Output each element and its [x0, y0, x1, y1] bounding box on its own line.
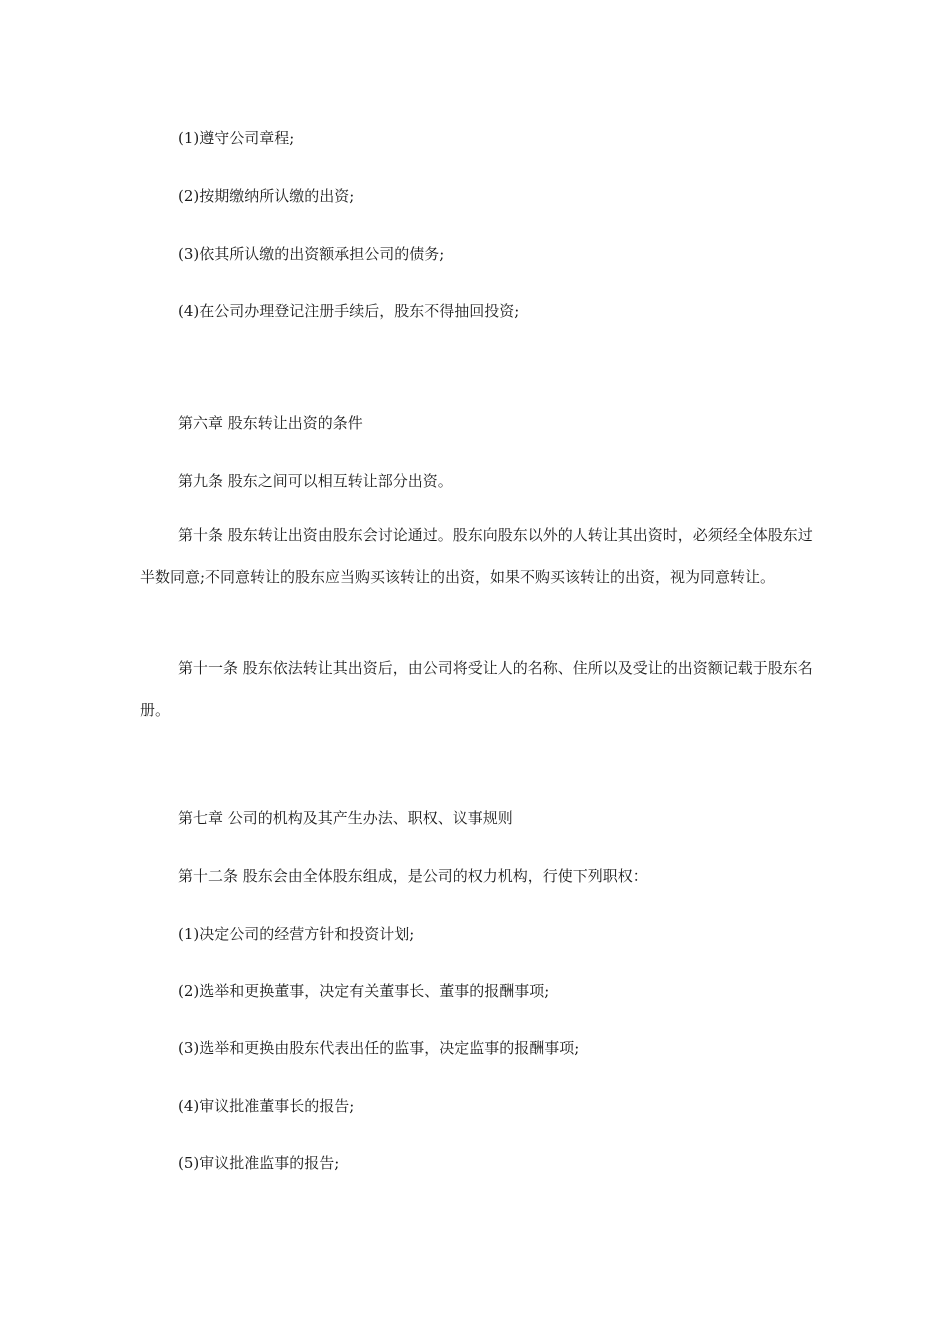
list-item: (1)决定公司的经营方针和投资计划;: [178, 925, 415, 943]
list-item: (1)遵守公司章程;: [178, 129, 295, 147]
article-11-text: 第十一条 股东依法转让其出资后，由公司将受让人的名称、住所以及受让的出资额记载于股东名册。: [140, 659, 813, 719]
list-item: (4)在公司办理登记注册手续后，股东不得抽回投资;: [178, 302, 520, 320]
list-item: (4)审议批准董事长的报告;: [178, 1097, 355, 1115]
list-item: (3)依其所认缴的出资额承担公司的债务;: [178, 245, 445, 263]
list-item: (2)按期缴纳所认缴的出资;: [178, 187, 355, 205]
article-paragraph: 第十二条 股东会由全体股东组成，是公司的权力机构，行使下列职权：: [178, 867, 648, 885]
chapter-heading: 第六章 股东转让出资的条件: [178, 414, 363, 432]
list-item: (2)选举和更换董事，决定有关董事长、董事的报酬事项;: [178, 982, 550, 1000]
article-paragraph: [140, 514, 820, 598]
article-paragraph: 第九条 股东之间可以相互转让部分出资。: [178, 472, 453, 490]
list-item: (3)选举和更换由股东代表出任的监事，决定监事的报酬事项;: [178, 1039, 580, 1057]
article-paragraph: [140, 647, 820, 731]
article-10-text: 第十条 股东转让出资由股东会讨论通过。股东向股东以外的人转让其出资时，必须经全体股东过半数同意;不同意转让的股东应当购买该转让的出资，如果不购买该转让的出资，视为同意转让。: [140, 526, 813, 586]
list-item: (5)审议批准监事的报告;: [178, 1154, 340, 1172]
chapter-heading: 第七章 公司的机构及其产生办法、职权、议事规则: [178, 809, 513, 827]
